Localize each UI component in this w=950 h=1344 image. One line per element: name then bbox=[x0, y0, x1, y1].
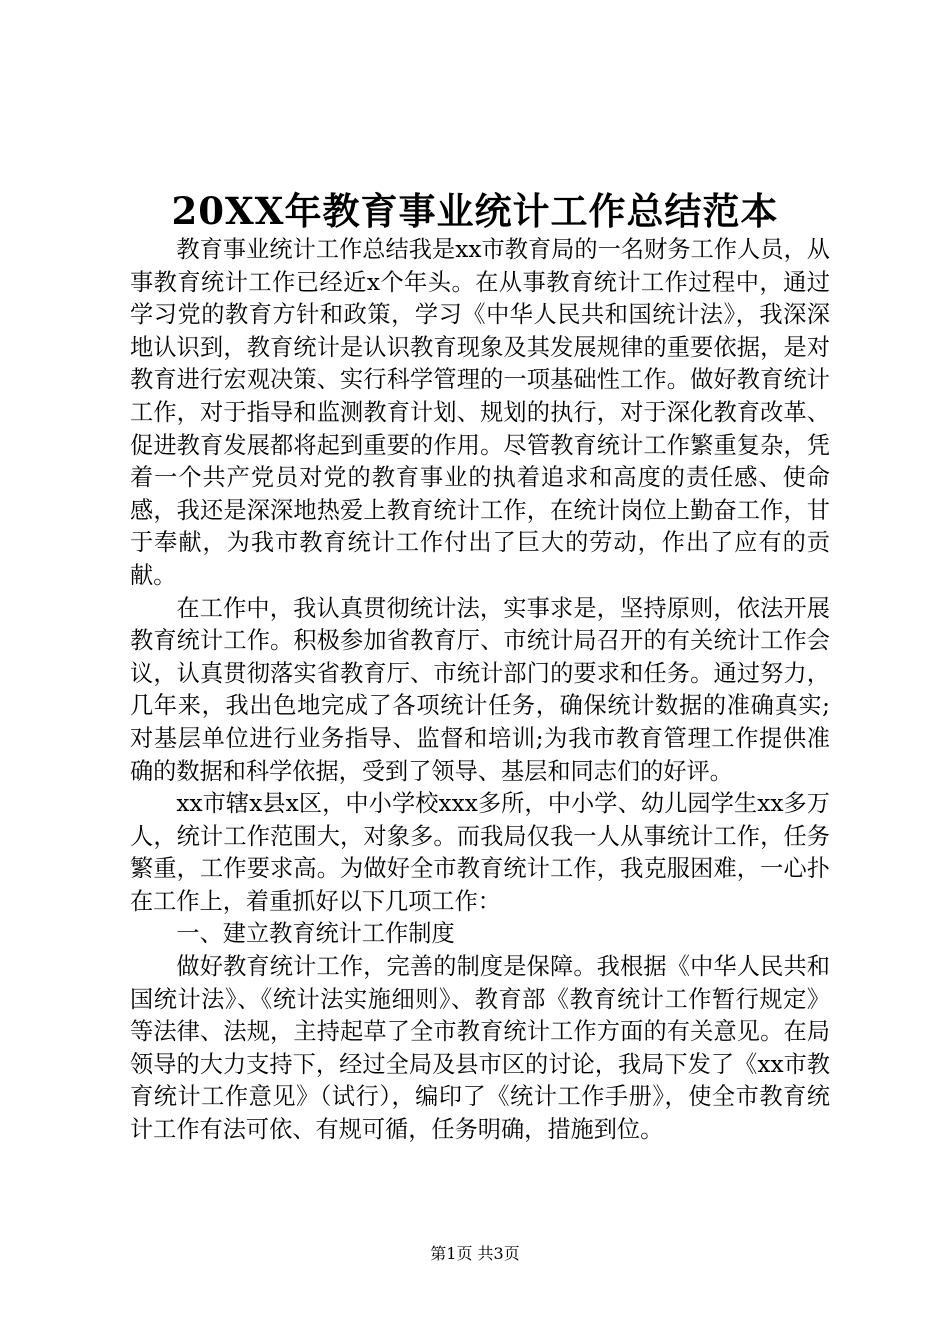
document-title: 20XX年教育事业统计工作总结范本 bbox=[171, 189, 779, 233]
paragraph-intro: 教育事业统计工作总结我是xx市教育局的一名财务工作人员，从事教育统计工作已经近x个年头。在从事教育统计工作过程中，通过学习党的教育方针和政策，学习《中华人民共和国统计法》，我深深地认识到，教育统计是认识教育现象及其发展规律的重要依据，是对教育进行宏观决策、实行科学管理的一项基础性工作。做好教育统计工作，对于指导和监测教育计划、规划的执行，对于深化教育改革、促进教育发展都将起到重要的作用。尽管教育统计工作繁重复杂，凭着一个共产党员对党的教育事业的执着追求和高度的责任感、使命感，我还是深深地热爱上教育统计工作，在统计岗位上勤奋工作，甘于奉献，为我市教育统计工作付出了巨大的劳动，作出了应有的贡献。 bbox=[130, 236, 830, 589]
paragraph-work: 在工作中，我认真贯彻统计法，实事求是，坚持原则，依法开展教育统计工作。积极参加省教育厅、市统计局召开的有关统计工作会议，认真贯彻落实省教育厅、市统计部门的要求和任务。通过努力，几年来，我出色地完成了各项统计任务，确保统计数据的准确真实;对基层单位进行业务指导、监督和培训;为我市教育管理工作提供准确的数据和科学依据，受到了领导、基层和同志们的好评。 bbox=[130, 594, 830, 785]
paragraph-system: 做好教育统计工作，完善的制度是保障。我根据《中华人民共和国统计法》、《统计法实施细则》、教育部《教育统计工作暂行规定》等法律、法规，主持起草了全市教育统计工作方面的有关意见。在局领导的大力支持下，经过全局及县市区的讨论，我局下发了《xx市教育统计工作意见》（试行），编印了《统计工作手册》，使全市教育统计工作有法可依、有规可循，任务明确，措施到位。 bbox=[130, 953, 830, 1144]
paragraph-scope: xx市辖x县x区，中小学校xxx多所，中小学、幼儿园学生xx多万人，统计工作范围大，对象多。而我局仅我一人从事统计工作，任务繁重，工作要求高。为做好全市教育统计工作，我克服困难，一心扑在工作上，着重抓好以下几项工作： bbox=[130, 790, 830, 915]
section-heading: 一、建立教育统计工作制度 bbox=[176, 920, 455, 948]
page-number: 第1页 共3页 bbox=[430, 1244, 520, 1263]
document-body bbox=[130, 234, 830, 1147]
